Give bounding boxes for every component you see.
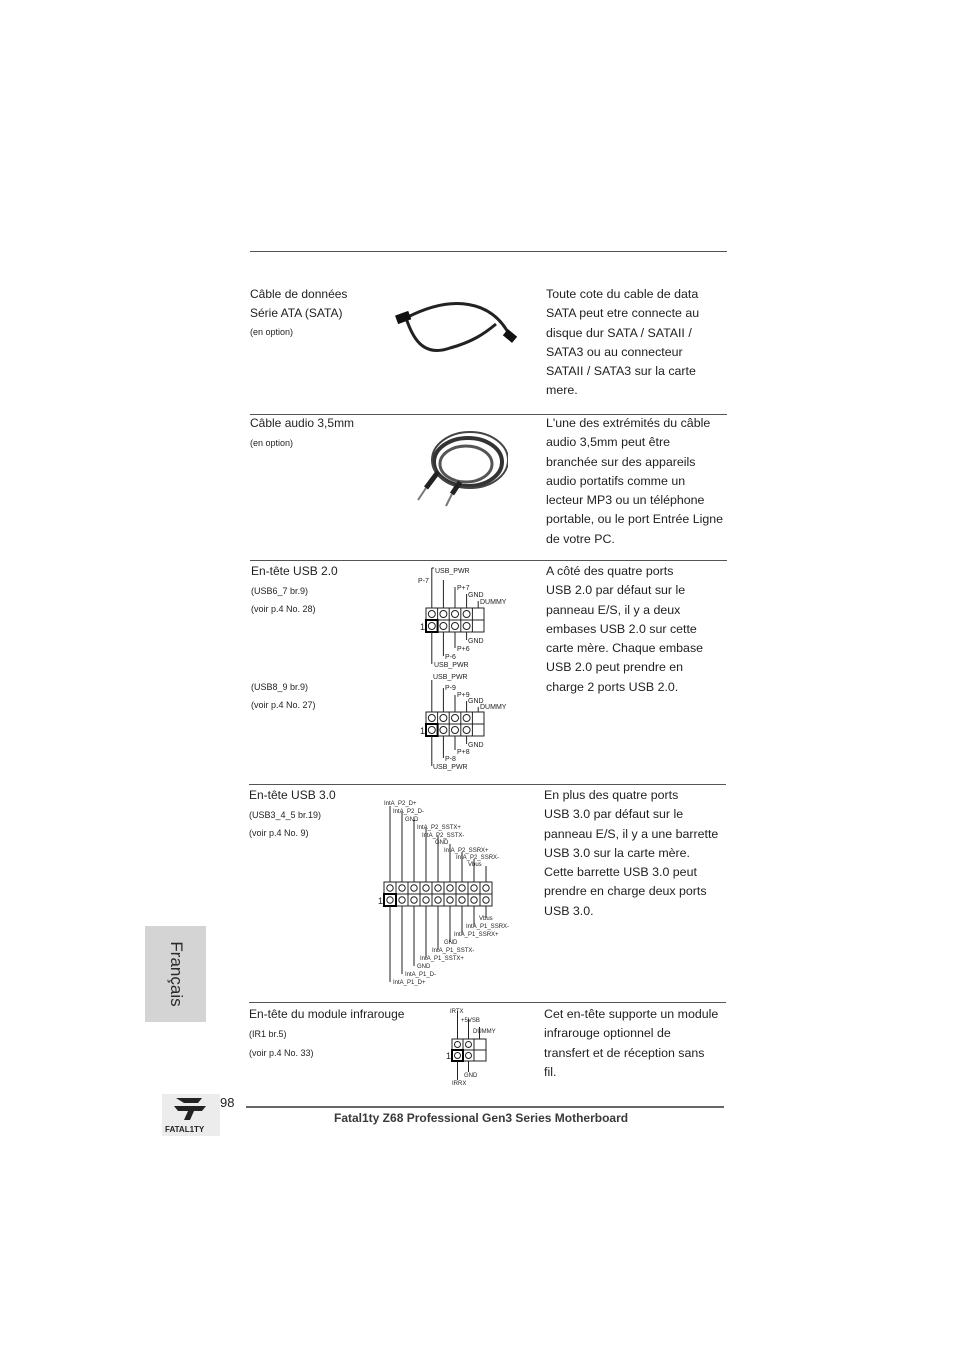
pin-label: P-8 <box>445 756 456 763</box>
pin-label: IntA_P2_SSTX- <box>422 833 465 839</box>
pin-label: Vbus <box>468 862 482 868</box>
section-note: (USB8_9 br.9) <box>251 682 309 692</box>
audio-cable-image <box>408 428 508 510</box>
section-title: En-tête USB 3.0 <box>249 788 336 802</box>
pin-label: P+6 <box>457 646 470 653</box>
section-note: (en option) <box>250 438 294 448</box>
pin-label: GND <box>468 638 484 645</box>
usb2-header-diagram <box>418 670 518 776</box>
pin-label: GND <box>435 840 449 846</box>
pin-label: IRRX <box>452 1081 467 1086</box>
pin-label: IntA_P2_SSTX+ <box>417 825 461 831</box>
language-label: Français <box>166 941 186 1007</box>
pin-label: IntA_P1_SSRX- <box>466 924 510 930</box>
section-description: En plus des quatre ports USB 3.0 par défaut sur le panneau E/S, il y a une barrette USB 3.0 sur la carte mère. Cette barrette USB 3.0 peut prendre en charge deux ports USB 3.0. <box>544 788 719 918</box>
pin-label: IntA_P2_SSRX- <box>456 855 500 861</box>
pin-label: P+8 <box>457 749 470 756</box>
section-note: (USB3_4_5 br.19) <box>249 810 322 820</box>
section-note: (USB6_7 br.9) <box>251 586 309 596</box>
section-title: Série ATA (SATA) <box>250 306 343 320</box>
pin-label: IntA_P1_D- <box>405 972 437 978</box>
logo-wordmark: FATAL1TY <box>165 1125 205 1134</box>
usb2-header-diagram <box>418 564 518 670</box>
pin-one-label: 1 <box>420 622 426 632</box>
pin-label: IRTX <box>450 1009 464 1015</box>
section-title: En-tête du module infrarouge <box>249 1007 405 1021</box>
pin-label: GND <box>468 698 484 705</box>
section-note: (voir p.4 No. 28) <box>251 604 316 614</box>
pin-label: Vbus <box>479 916 493 922</box>
section-divider <box>250 560 727 561</box>
pin-label: IntA_P2_D- <box>393 809 425 815</box>
section-note: (voir p.4 No. 33) <box>249 1048 314 1058</box>
section-description: Cet en-tête supporte un module infrarouge optionnel de transfert et de réception sans fil. <box>544 1007 719 1079</box>
pin-label: IntA_P2_D+ <box>384 801 417 807</box>
pin-label: P-9 <box>445 685 456 692</box>
pin-label: DUMMY <box>480 704 507 711</box>
pin-label: GND <box>468 742 484 749</box>
section-divider <box>249 784 726 785</box>
pin-label: IntA_P1_SSTX+ <box>420 956 464 962</box>
pin-label: USB_PWR <box>433 674 468 681</box>
sata-cable-image <box>392 296 522 360</box>
section-title: Câble audio 3,5mm <box>250 416 355 430</box>
pin-label: USB_PWR <box>434 662 469 669</box>
pin-label: GND <box>405 817 419 823</box>
pin-label: DUMMY <box>473 1029 496 1035</box>
pin-label: GND <box>417 964 431 970</box>
pin-label: P-7 <box>418 578 429 585</box>
pin-label: DUMMY <box>480 599 507 606</box>
pin-label: IntA_P1_D+ <box>393 980 426 986</box>
section-description: L'une des extrémités du câble audio 3,5mm peut être branchée sur des appareils audio portatifs comme un lecteur MP3 ou un téléphone portable, ou le port Entrée Ligne de votre PC. <box>546 416 724 546</box>
footer-rule <box>246 1106 724 1108</box>
section-divider <box>249 1002 726 1003</box>
pin-label: USB_PWR <box>435 568 470 575</box>
pin-label: IntA_P1_SSRX+ <box>454 932 499 938</box>
pin-label: GND <box>464 1073 478 1079</box>
pin-label: IntA_P2_SSRX+ <box>444 848 489 854</box>
pin-label: P+9 <box>457 692 470 699</box>
section-description: A côté des quatre ports USB 2.0 par défaut sur le panneau E/S, il y a deux embases USB 2.0 sur cette carte mère. Chaque embase USB 2.0 peut prendre en charge 2 ports USB 2.0. <box>546 564 704 694</box>
section-note: (voir p.4 No. 9) <box>249 828 309 838</box>
pin-label: GND <box>444 940 458 946</box>
pin-label: P-6 <box>445 654 456 661</box>
section-note: (voir p.4 No. 27) <box>251 700 316 710</box>
language-side-tab <box>145 926 206 1022</box>
footer-title: Fatal1ty Z68 Professional Gen3 Series Motherboard <box>334 1111 629 1125</box>
pin-label: USB_PWR <box>433 764 468 771</box>
infrared-header-diagram <box>444 1006 514 1086</box>
fatal1ty-logo <box>162 1094 220 1136</box>
pin-label: +5VSB <box>461 1018 480 1024</box>
section-description: Toute cote du cable de data SATA peut etre connecte au disque dur SATA / SATAII / SATA3 ou au connecteur SATAII / SATA3 sur la carte mere. <box>546 287 700 398</box>
pin-label: IntA_P1_SSTX- <box>432 948 475 954</box>
usb3-header-diagram <box>376 796 526 990</box>
page-number: 98 <box>220 1095 235 1110</box>
pin-one-label: 1 <box>446 1051 452 1061</box>
section-title: Câble de données <box>250 287 348 301</box>
pin-label: GND <box>468 592 484 599</box>
pin-one-label: 1 <box>378 896 384 906</box>
section-title: En-tête USB 2.0 <box>251 564 338 578</box>
top-rule <box>250 251 727 252</box>
section-note: (IR1 br.5) <box>249 1029 287 1039</box>
pin-label: P+7 <box>457 585 470 592</box>
pin-one-label: 1 <box>420 726 426 736</box>
section-note: (en option) <box>250 327 294 337</box>
